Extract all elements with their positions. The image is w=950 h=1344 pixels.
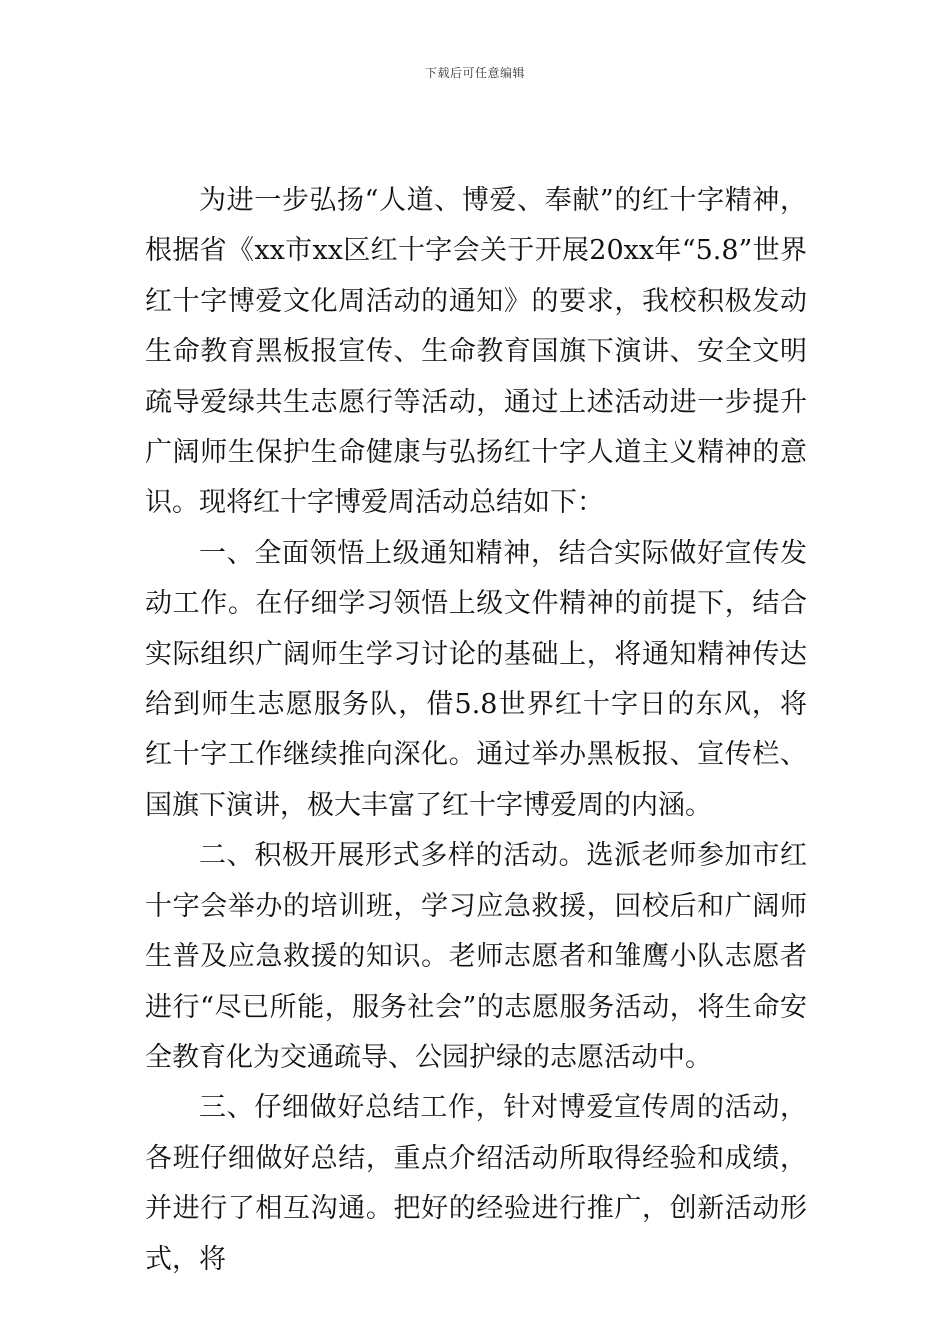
page-header: 下载后可任意编辑 (424, 66, 525, 80)
paragraph-section-2: 二、积极开展形式多样的活动。选派老师参加市红十字会举办的培训班，学习应急救援，回校后和广阔师生普及应急救援的知识。老师志愿者和雏鹰小队志愿者进行“尽已所能，服务社会”的志愿服务活动，将生命安全教育化为交通疏导、公园护绿的志愿活动中。 (145, 840, 807, 1073)
paragraph-intro: 为进一步弘扬“人道、博爱、奉献”的红十字精神，根据省《xx市xx区红十字会关于开展20xx年“5.8”世界红十字博爱文化周活动的通知》的要求，我校积极发动生命教育黑板报宣传、生命教育国旗下演讲、安全文明疏导爱绿共生志愿行等活动，通过上述活动进一步提升广阔师生保护生命健康与弘扬红十字人道主义精神的意识。现将红十字博爱周活动总结如下： (145, 185, 807, 519)
document-body (145, 176, 807, 1285)
paragraph-section-1: 一、全面领悟上级通知精神，结合实际做好宣传发动工作。在仔细学习领悟上级文件精神的前提下，结合实际组织广阔师生学习讨论的基础上，将通知精神传达给到师生志愿服务队，借5.8世界红十字日的东风，将红十字工作继续推向深化。通过举办黑板报、宣传栏、国旗下演讲，极大丰富了红十字博爱周的内涵。 (145, 537, 807, 821)
paragraph-section-3: 三、仔细做好总结工作，针对博爱宣传周的活动，各班仔细做好总结，重点介绍活动所取得经验和成绩，并进行了相互沟通。把好的经验进行推广，创新活动形式，将 (145, 1092, 807, 1275)
